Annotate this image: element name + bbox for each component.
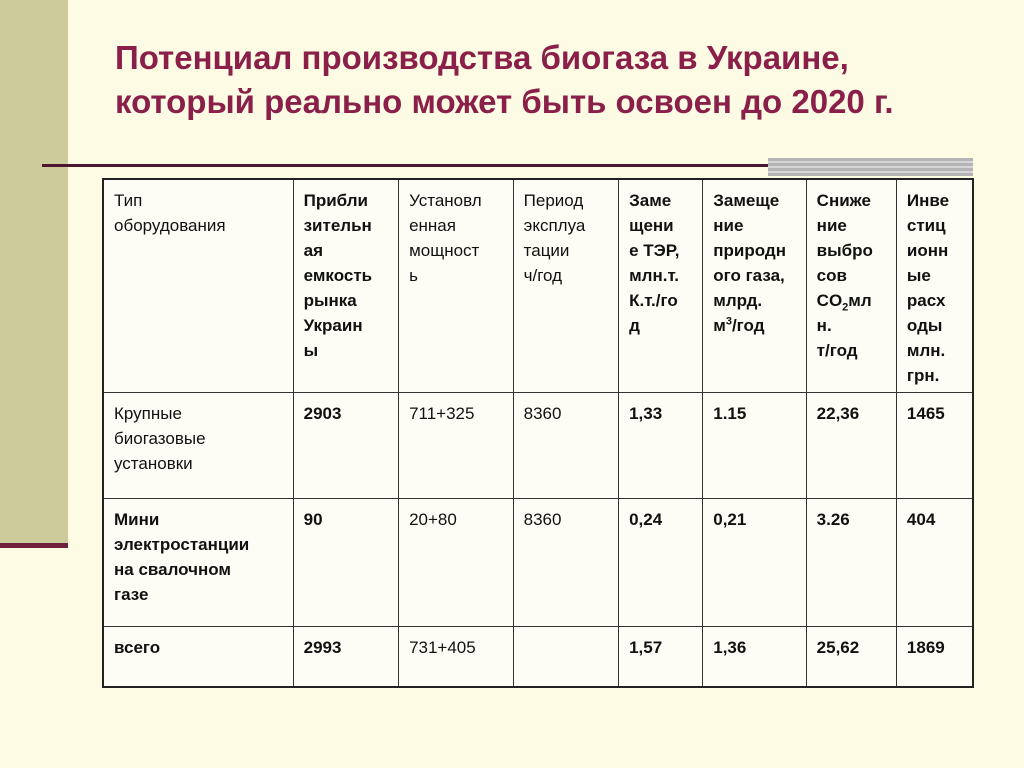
table-cell: 1,57 [619,626,703,687]
row-label-text: установки [114,454,193,474]
header-text: мощност [409,241,480,260]
row-label-cell [103,393,293,498]
header-text: природн [713,241,786,260]
header-text: ая [303,241,323,260]
biogas-table [102,178,974,688]
row-label-text: газе [114,584,149,604]
header-cell [806,179,896,393]
header-text: ние [816,216,847,235]
row-label-text: биогазовые [114,429,206,449]
header-text: Период [523,191,584,210]
unit-m: м [713,316,726,335]
table-cell: 1,36 [703,626,806,687]
table-cell: 0,24 [619,498,703,626]
table-header-row [103,179,973,393]
table-cell: 90 [293,498,398,626]
header-text: сов [816,266,847,285]
header-text: эксплуа [523,216,586,235]
header-text: К.т./го [629,291,678,310]
header-text: ого газа, [713,266,785,285]
header-text: Установл [409,191,482,210]
header-text: Замеще [713,191,780,210]
header-text: расх [906,291,946,310]
header-text: енная [409,216,456,235]
row-label-cell [103,626,293,687]
table-row [103,498,973,626]
header-text: т/год [816,341,858,360]
header-text: рынка [303,291,357,310]
header-cell [703,179,806,393]
row-label-text: электростанции [114,534,250,554]
header-text: е ТЭР, [629,241,680,260]
table-cell: 1465 [896,393,973,498]
header-text: н. [816,316,832,335]
unit-superscript: 3 [725,315,732,328]
header-text: грн. [906,366,940,385]
header-text: млн. [906,341,946,360]
header-text: зительн [303,216,372,235]
table-cell: 404 [896,498,973,626]
unit-tail: /год [731,316,765,335]
header-cell [293,179,398,393]
header-text: д [629,316,640,335]
table-cell: 711+325 [399,393,514,498]
table-cell: 1869 [896,626,973,687]
slide-title [115,36,995,124]
header-text: ние [713,216,744,235]
table-cell: 2903 [293,393,398,498]
header-text: ь [409,266,418,285]
table-cell: 8360 [513,393,618,498]
table-cell: 1,33 [619,393,703,498]
table-cell: 3.26 [806,498,896,626]
row-label-text: на свалочном [114,559,231,579]
table-row [103,626,973,687]
header-text: Сниже [816,191,871,210]
header-text: Прибли [303,191,368,210]
title-line-1: Потенциал производства биогаза в Украине, [115,39,849,76]
side-decor-bar [0,543,68,548]
header-text: млн.т. [629,266,680,285]
table-cell: 8360 [513,498,618,626]
row-label-cell [103,498,293,626]
header-cell [896,179,973,393]
row-label-text: всего [114,637,161,657]
header-text: Заме [629,191,672,210]
header-text: щени [629,216,674,235]
table-row [103,393,973,498]
table-cell: 20+80 [399,498,514,626]
header-text: ы [303,341,319,360]
table-cell: 731+405 [399,626,514,687]
header-text: млрд. [713,291,763,310]
header-text: емкость [303,266,373,285]
header-text: оды [906,316,943,335]
header-cell [399,179,514,393]
row-label-text: Мини [114,509,160,529]
row-label-text: Крупные [114,404,182,424]
table-cell: 25,62 [806,626,896,687]
decor-grey-block [768,158,973,176]
table-cell: 22,36 [806,393,896,498]
header-text: ч/год [523,266,563,285]
header-text: ые [906,266,931,285]
header-text: тации [523,241,570,260]
table-cell [513,626,618,687]
header-text: выбро [816,241,873,260]
header-text: стиц [906,216,946,235]
table-cell: 1.15 [703,393,806,498]
header-text: Украин [303,316,363,335]
side-decor-strip [0,0,68,545]
header-cell [103,179,293,393]
co-text: CO [816,291,843,310]
header-text-co2 [817,288,888,313]
table-cell: 0,21 [703,498,806,626]
header-text: оборудования [114,216,226,235]
header-text: Тип [114,191,143,210]
title-line-2: который реально может быть освоен до 2020 г. [115,83,894,120]
header-text-unit [713,313,797,338]
co2-subscript: 2 [842,301,849,314]
header-cell [513,179,618,393]
table-cell: 2993 [293,626,398,687]
header-text: Инве [906,191,950,210]
mln-text: мл [848,291,872,310]
header-text: ионн [906,241,949,260]
header-cell [619,179,703,393]
